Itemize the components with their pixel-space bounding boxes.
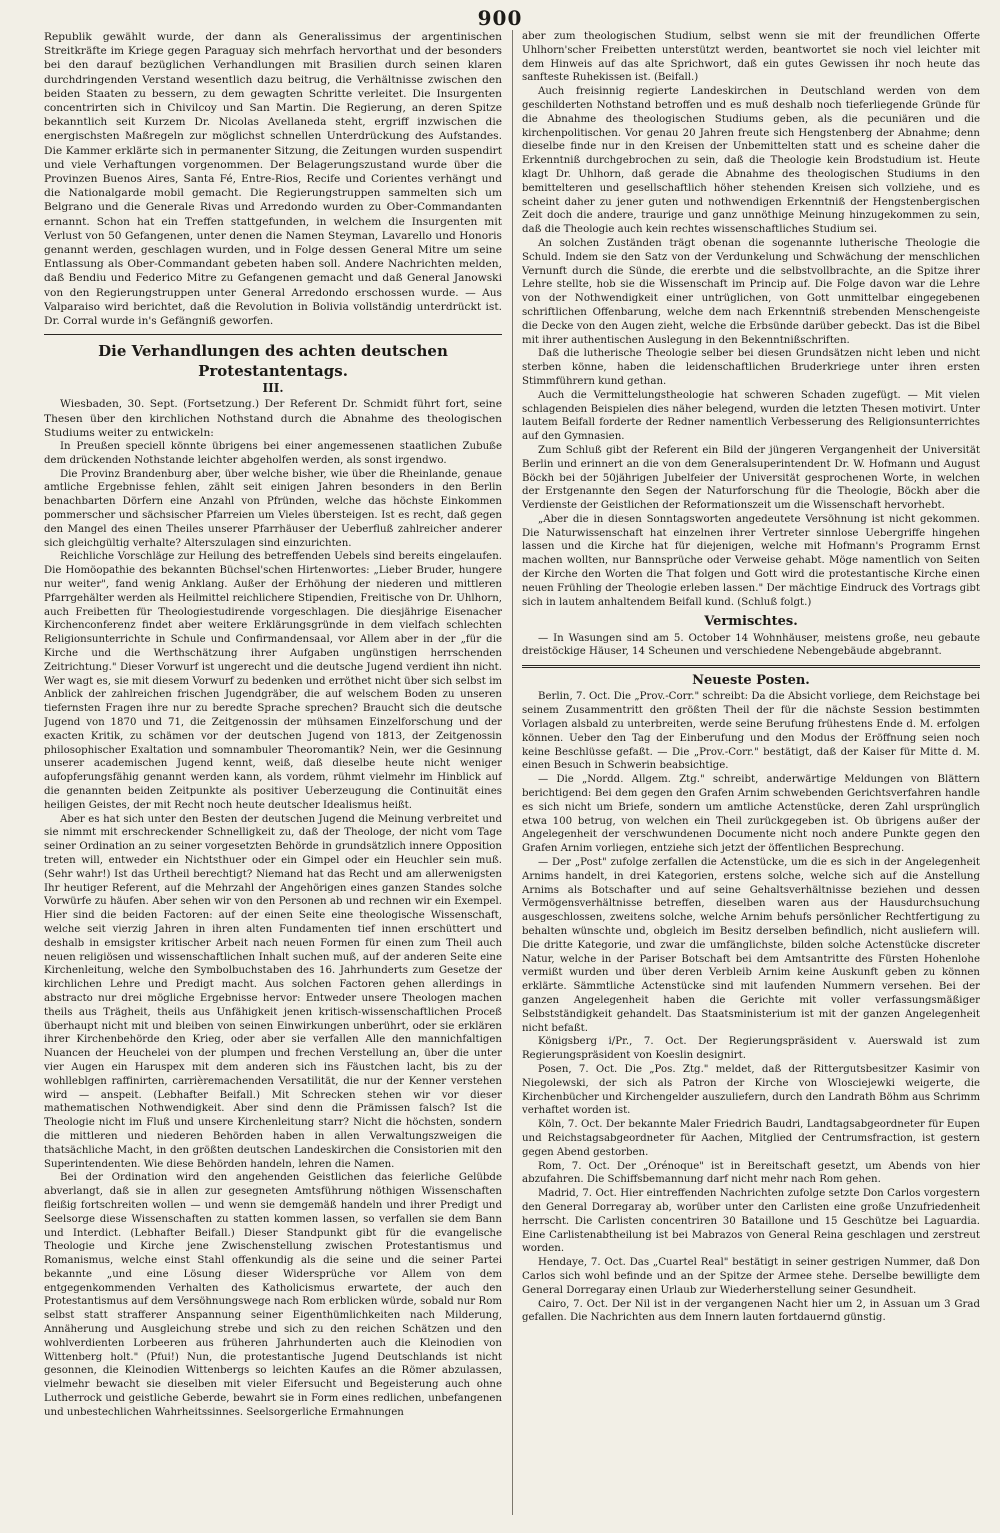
left-column — [44, 30, 502, 1515]
article-paragraph: Auch die Vermittelungstheologie hat schweren Schaden zugefügt. — Mit vielen schlagenden Beispielen dies näher belegend, wurden die letzten Thesen motivirt. Unter lautem Beifall forderte der Redner namentlich Verbesserung des Religionsunterrichtes auf den Gymnasien. — [522, 389, 980, 443]
news-item: — In Wasungen sind am 5. October 14 Wohnhäuser, meistens große, neu gebaute dreistöckige Häuser, 14 Scheunen und verschiedene Nebengebäude abgebrannt. — [522, 632, 980, 658]
news-item: Berlin, 7. Oct. Die „Prov.-Corr." schreibt: Da die Absicht vorliege, dem Reichstage bei seinem Zusammentritt den größten Theil der für die nächste Session bestimmten Vorlagen alsbald zu unterbreiten, werde seine Berufung frühestens Ende d. M. erfolgen können. Ueber den Tag der Einberufung und den Modus der Eröffnung seien noch keine Beschlüsse gefaßt. — Die „Prov.-Corr." bestätigt, daß der Kaiser für Mitte d. M. einen Besuch in Schwerin beabsichtige. — [522, 691, 980, 772]
section-title-vermischtes: Vermischtes. — [704, 614, 798, 630]
news-item: — Der „Post" zufolge zerfallen die Actenstücke, um die es sich in der Angelegenheit Arnims handelt, in drei Kategorien, erstens solche, welche sich auf die Anstellung Arnims als Botschafter und auf seine Gehaltsverhältnisse beziehen und dessen Vermögensverhältnisse betreffen, dieselben waren aus der Hausdurchsuchung ausgeschlossen, zweitens solche, welche Arnim behufs persönlicher Rechtfertigung zu behalten wünschte und, obgleich im Besitz derselben befindlich, nicht ausliefern will. Die dritte Kategorie, und zwar die umfänglichste, bilden solche Actenstücke discreter Natur, welche in der Pariser Botschaft bei dem Amtsantritte des Fürsten Hohenlohe vermißt wurden und über deren Verbleib Arnim keine Auskunft geben zu können erklärte. Sämmtliche Actenstücke sind mit laufenden Nummern versehen. Bei der ganzen Angelegenheit haben die Gerichte mit voller verfassungsmäßiger Selbstständigkeit gehandelt. Das Staatsministerium ist mit der ganzen Angelegenheit nicht befaßt. — [522, 857, 980, 1034]
news-item: Hendaye, 7. Oct. Das „Cuartel Real" bestätigt in seiner gestrigen Nummer, daß Don Carlos sich wohl befinde und an der Spitze der Armee stehe. Derselbe bewilligte dem General Dorregaray einen Urlaub zur Wiederherstellung seiner Gesundheit. — [522, 1257, 980, 1296]
section-title-neueste-posten: Neueste Posten. — [692, 673, 810, 689]
article-paragraph: „Aber die in diesen Sonntagsworten angedeutete Versöhnung ist nicht gekommen. Die Naturwissenschaft hat einzelnen ihrer Vertreter sinnlose Uebergriffe hingehen lassen und die Kirche hat für diejenigen, welche mit Hofmann's Programm Ernst machen wollten, nur Bannsprüche oder Verweise gehabt. Möge namentlich von Seiten der Kirche den Worten die That folgen und Gott wird die protestantische Kirche einen neuen Frühling der Theologie erleben lassen." Der mächtige Eindruck des Vortrags gibt sich in lautem anhaltendem Beifall kund. (Schluß folgt.) — [522, 513, 980, 608]
news-item: Posen, 7. Oct. Die „Pos. Ztg." meldet, daß der Rittergutsbesitzer Kasimir von Niegolewski, der sich als Patron der Kirche von Wlosciejewki weigerte, die Kirchenbücher und Kirchengelder auszuliefern, durch den Landrath Böhm aus Schrimm verhaftet worden ist. — [522, 1063, 980, 1117]
article-paragraph: Zum Schluß gibt der Referent ein Bild der jüngeren Vergangenheit der Universität Berlin und erinnert an die von dem Generalsuperintendent Dr. W. Hofmann und August Böckh bei der 50jährigen Jubelfeier der Universität gesprochenen Worte, in welchen der Erstgenannte den Segen der Naturforschung für die Theologie, Böckh aber die Verdienste der Geistlichen der Reformationszeit um die Wissenschaft hervorhebt. — [522, 444, 980, 512]
article-argentina-end: Republik gewählt wurde, der dann als Generalissimus der argentinischen Streitkräfte im Kriege gegen Paraguay sich mehrfach hervorthat und der besonders bei den darauf bezüglichen Verhandlungen mit Brasilien durch seinen klaren durchdringenden Verstand wesentlich dazu beitrug, die Verhältnisse zwischen den beiden Staaten zu bessern, zu dem gewagten Schritte verleitet. Die Insurgenten concentrirten sich in Chivilcoy und San Martin. Die Regierung, an deren Spitze bekanntlich seit Kurzem Dr. Nicolas Avellaneda steht, ergriff inzwischen die energischsten Maßregeln zur möglichst schnellen Unterdrückung des Aufstandes. Die Kammer erklärte sich in permanenter Sitzung, die Zeitungen wurden suspendirt und viele Verhaftungen vorgenommen. Der Belagerungszustand wurde über die Provinzen Buenos Aires, Santa Fé, Entre-Rios, Recife und Corientes verhängt und die Nationalgarde mobil gemacht. Die Regierungstruppen sammelten sich um Belgrano und die Generale Rivas und Arredondo wurden zu Ober-Commandanten ernannt. Schon hat ein Treffen stattgefunden, in welchem die Insurgenten mit Verlust von 50 Gefangenen, unter denen die Namen Steyman, Lavarello und Honoris genannt werden, geschlagen wurden, und in Folge dessen General Mitre um seine Entlassung als Ober-Commandant gebeten haben soll. Andere Nachrichten melden, daß Bendiu und Federico Mitre zu Gefangenen gemacht und daß General Janowski von den Regierungstruppen unter General Arredondo erschossen wurde. — Aus Valparaiso wird berichtet, daß die Revolution in Bolivia vollständig unterdrückt ist. Dr. Corral wurde in's Gefängniß geworfen. — [44, 31, 502, 328]
news-item: Madrid, 7. Oct. Hier eintreffenden Nachrichten zufolge setzte Don Carlos vorgestern den General Dorregaray ab, worüber unter den Carlisten eine große Unzufriedenheit herrscht. Die Carlisten concentriren 30 Bataillone und 15 Geschütze bei Laguardia. Eine Carlistenabtheilung ist bei Mabrazos von General Reina geschlagen und zerstreut worden. — [522, 1188, 980, 1255]
article-paragraph: Aber es hat sich unter den Besten der deutschen Jugend die Meinung verbreitet und sie nimmt mit erschreckender Schnelligkeit zu, daß der Theologe, der nicht vom Tage seiner Ordination an zu seiner vorgesetzten Behörde in grundsätzlich innere Opposition treten will, entweder ein Nichtsthuer oder ein Gimpel oder ein Heuchler sein muß. (Sehr wahr!) Ist das Urtheil berechtigt? Niemand hat das Recht und am allerwenigsten Ihr heutiger Referent, auf die Mehrzahl der Angehörigen eines ganzen Standes solche Vorwürfe zu häufen. Aber sehen wir von den Personen ab und rechnen wir ein Exempel. Hier sind die beiden Factoren: auf der einen Seite eine theologische Wissenschaft, welche seit vierzig Jahren in ihren alten Fundamenten tief innen erschüttert und deshalb in emsigster kritischer Arbeit nach neuen Formen für einen zum Theil auch neuen religiösen und wissenschaftlichen Inhalt suchen muß, auf der anderen Seite eine Kirchenleitung, welche den Symbolbuchstaben des 16. Jahrhunderts zum Gesetze der kirchlichen Lehre und Predigt macht. Aus solchen Factoren gehen allerdings in abstracto nur drei mögliche Ergebnisse hervor: Entweder unsere Theologen machen theils aus Trägheit, theils aus Unfähigkeit jenen kritisch-wissenschaftlichen Proceß überhaupt nicht mit und bleiben von seinen Einwirkungen unberührt, oder sie erklären ihrer Kirchenbehörde den Krieg, oder aber sie verfallen Alle den mannichfaltigen Nuancen der Heuchelei von der plumpen und frechen Verstellung an, über die unter vier Augen ein Haruspex mit dem anderen sich ins Fäustchen lacht, bis zu der wohlleblgen raffinirten, carrièremachenden Versatilität, die nur der Kenner verstehen wird — anspeit. (Lebhafter Beifall.) Mit Schrecken stehen wir vor dieser mathematischen Nothwendigkeit. Aber sind denn die Prämissen falsch? Ist die Theologie nicht im Fluß und unsere Kirchenleitung starr? Nicht die höchsten, sondern die mittleren und niederen Behörden haben in allen Verwaltungszweigen die thatsächliche Macht, in den größten deutschen Landeskirchen die Consistorien mit den Superintendenten. Wie diese Behörden handeln, lehren die Namen. — [44, 813, 502, 1170]
article-paragraph: Reichliche Vorschläge zur Heilung des betreffenden Uebels sind bereits eingelaufen. Die Homöopathie des bekannten Büchsel'schen Hirtenwortes: „Lieber Bruder, hungere nur weiter", fand wenig Anklang. Außer der Erhöhung der niederen und mittleren Pfarrgehälter werden als Heilmittel reichlichere Stipendien, Freitische von Dr. Uhlhorn, auch Freibetten für Theologiestudirende vorgeschlagen. Die diesjährige Eisenacher Kirchenconferenz findet aber weitere Erklärungsgründe in dem vielfach schlechten Religionsunterrichte in Schule und Confirmandensaal, vor Allem aber in der „für die Kirche und die Werthschätzung ihrer Aufgaben ungünstigen herrschenden Zeitrichtung." Dieser Vorwurf ist ungerecht und die deutsche Jugend verdient ihn nicht. Wer wagt es, sie mit diesem Vorwurf zu bedenken und erröthet nicht über sich selbst im Anblick der zahlreichen frischen Jugendgräber, die auf welschem Boden zu unseren tiefernsten Fragen ihre nur zu beredte Sprache sprechen? Braucht sich die deutsche Jugend von 1870 und 71, die Zeitgenossin der mühsamen Einzelforschung und der exacten Kritik, zu schämen vor der deutschen Jugend von 1813, der Zeitgenossin philosophischer Exaltation und somnambuler Theoromantik? Nein, wer die Gesinnung unserer academischen Jugend kennt, weiß, daß dieselbe heute nicht weniger aufopferungsfähig genannt werden kann, als vordem, rühmt vielmehr im Hinblick auf die genannten beiden Zeitpunkte als positiver Ueberzeugung die Continuität eines heiligen Geistes, der mit Recht noch heute deutscher Idealismus heißt. — [44, 551, 502, 811]
page-number: 900 — [477, 6, 523, 30]
article-paragraph: Daß die lutherische Theologie selber bei diesen Grundsätzen nicht leben und nicht sterben könne, haben die leidenschaftlichen Bruderkriege unter ihren ersten Stimmführern kund gethan. — [522, 348, 980, 387]
article-paragraph: Auch freisinnig regierte Landeskirchen in Deutschland werden von dem geschilderten Nothstand betroffen und es muß deshalb noch tieferliegende Gründe für die Abnahme des theologischen Studiums geben, als die pecuniären und die kirchenpolitischen. Vor genau 20 Jahren freute sich Hengstenberg der Abnahme; denn dieselbe finde nur in den Kreisen der Unbemittelten statt und es scheine daher die Erkenntniß durchgebrochen zu sein, daß die Theologie kein Brodstudium ist. Heute klagt Dr. Uhlhorn, daß gerade die Abnahme des theologischen Studiums in den bemittelteren und gesellschaftlich höher stehenden Kreisen sich vollziehe, und es scheint daher zu jener guten und nothwendigen Erkenntniß der Hengstenbergischen Zeit doch die andere, traurige und ganz unnöthige Meinung hinzugekommen zu sein, daß die Theologie auch kein rechtes wissenschaftliches Studium sei. — [522, 86, 980, 236]
divider — [522, 665, 980, 668]
article-paragraph: Die Provinz Brandenburg aber, über welche bisher, wie über die Rheinlande, genaue amtliche Ergebnisse fehlen, zählt seit einigen Jahren besonders in den Berlin benachbarten Dörfern eine Anzahl von Pfründen, welche das höchste Einkommen pommerscher und sächsischer Pfarreien um Vieles übersteigen. Ist es recht, daß gegen den Mangel des einen Theiles unserer Pfarrhäuser der Ueberfluß zahlreicher anderer sich gleichgültig verhalte? Alterszulagen sind einzurichten. — [44, 468, 502, 549]
article-headline: Die Verhandlungen des achten deutschen Protestantentags. — [98, 342, 448, 381]
article-paragraph: In Preußen speciell könnte übrigens bei einer angemessenen staatlichen Zubuße dem drückenden Nothstande leichter abgeholfen werden, als sonst irgendwo. — [44, 441, 502, 466]
news-item: Cairo, 7. Oct. Der Nil ist in der vergangenen Nacht hier um 2, in Assuan um 3 Grad gefallen. Die Nachrichten aus dem Innern lauten fortdauernd günstig. — [522, 1298, 980, 1324]
column-divider — [512, 30, 513, 1515]
article-paragraph: Bei der Ordination wird den angehenden Geistlichen das feierliche Gelübde abverlangt, daß sie in allen zur gesegneten Amtsführung nöthigen Wissenschaften fleißig fortschreiten wollen — und wenn sie demgemäß handeln und ihrer Predigt und Seelsorge diese Wissenschaften zu statten kommen lassen, so verfallen sie dem Bann und Interdict. (Lebhafter Beifall.) Dieser Standpunkt gibt für die evangelische Theologie und Kirche jene Zwischenstellung zwischen Protestantismus und Romanismus, welche einst Stahl offenkundig als die seine und die seiner Partei bekannte „und eine Lösung dieser Widersprüche vor Allem von dem entgegenkommenden Verhalten des Katholicismus erwartete, der auch den Protestantismus auf dem Versöhnungswege nach Rom erblicken würde, sobald nur Rom selbst statt strafferer Anspannung seiner Eigenthümlichkeiten nach Milderung, Annäherung und Ausgleichung strebe und sich zu den reichen Schätzen und den wohlverdienten Lorbeeren aus früheren Jahrhunderten auch die Kleinodien von Wittenberg holt." (Pfui!) Nun, die protestantische Jugend Deutschlands ist nicht gesonnen, die Kleinodien Wittenbergs so leichten Kaufes an die Römer abzulassen, vielmehr bewacht sie dieselben mit vieler Eifersucht und Begeisterung auch ohne Lutherrock und geistliche Geberde, bewahrt sie in Form eines redlichen, unbefangenen und unbestechlichen Wahrheitssinnes. Seelsorgerliche Ermahnungen — [44, 1172, 502, 1418]
news-item: Köln, 7. Oct. Der bekannte Maler Friedrich Baudri, Landtagsabgeordneter für Eupen und Reichstagsabgeordneter für Aachen, Mitglied der Centrumsfraction, ist gestern gegen Abend gestorben. — [522, 1119, 980, 1158]
news-item: Rom, 7. Oct. Der „Orénoque" ist in Bereitschaft gesetzt, um Abends von hier abzufahren. Die Schiffsbemannung darf nicht mehr nach Rom gehen. — [522, 1160, 980, 1186]
divider — [44, 334, 502, 335]
article-paragraph: Wiesbaden, 30. Sept. (Fortsetzung.) Der Referent Dr. Schmidt führt fort, seine Thesen über den kirchlichen Nothstand durch die Abnahme des theologischen Studiums weiter zu entwickeln: — [44, 398, 502, 439]
news-item: — Die „Nordd. Allgem. Ztg." schreibt, anderwärtige Meldungen von Blättern berichtigend: Bei dem gegen den Grafen Arnim schwebenden Gerichtsverfahren handle es sich nicht um Briefe, sondern um amtliche Actenstücke, deren Zahl ursprünglich etwa 100 betrug, von welchen ein Theil zurückgegeben ist. Ob übrigens außer der Angelegenheit der verschwundenen Documente nicht noch andere Punkte gegen den Grafen Arnim vorliegen, entziehe sich jetzt der öffentlichen Besprechung. — [522, 774, 980, 855]
article-paragraph: aber zum theologischen Studium, selbst wenn sie mit der freundlichen Offerte Uhlhorn'scher Freibetten unterstützt werden, beantwortet sie noch viel leichter mit dem Hinweis auf das alte Sprichwort, daß ein gutes Gewissen ihr noch heute das sanfteste Ruhekissen ist. (Beifall.) — [522, 31, 980, 84]
article-paragraph: An solchen Zuständen trägt obenan die sogenannte lutherische Theologie die Schuld. Indem sie den Satz von der Verdunkelung und Schwächung der menschlichen Vernunft durch die Sünde, die ererbte und die selbstvollbrachte, an die Spitze ihrer Lehre stellte, hob sie die Wissenschaft im Princip auf. Die Folge davon war die Lehre von der Nothwendigkeit einer untrüglichen, von Gott unmittelbar eingegebenen schriftlichen Offenbarung, welche dem nach Erkenntniß strebenden Menschengeiste die Decke von den Augen zieht, welche die Erbsünde darüber gebeckt. Das ist die Bibel mit ihrer authentischen Auslegung in den Bekenntnißschriften. — [522, 237, 980, 346]
right-column — [522, 30, 980, 1515]
article-part-number: III. — [262, 381, 284, 396]
news-item: Königsberg i/Pr., 7. Oct. Der Regierungspräsident v. Auerswald ist zum Regierungspräsident von Koeslin designirt. — [522, 1036, 980, 1062]
text-columns — [44, 30, 980, 1515]
